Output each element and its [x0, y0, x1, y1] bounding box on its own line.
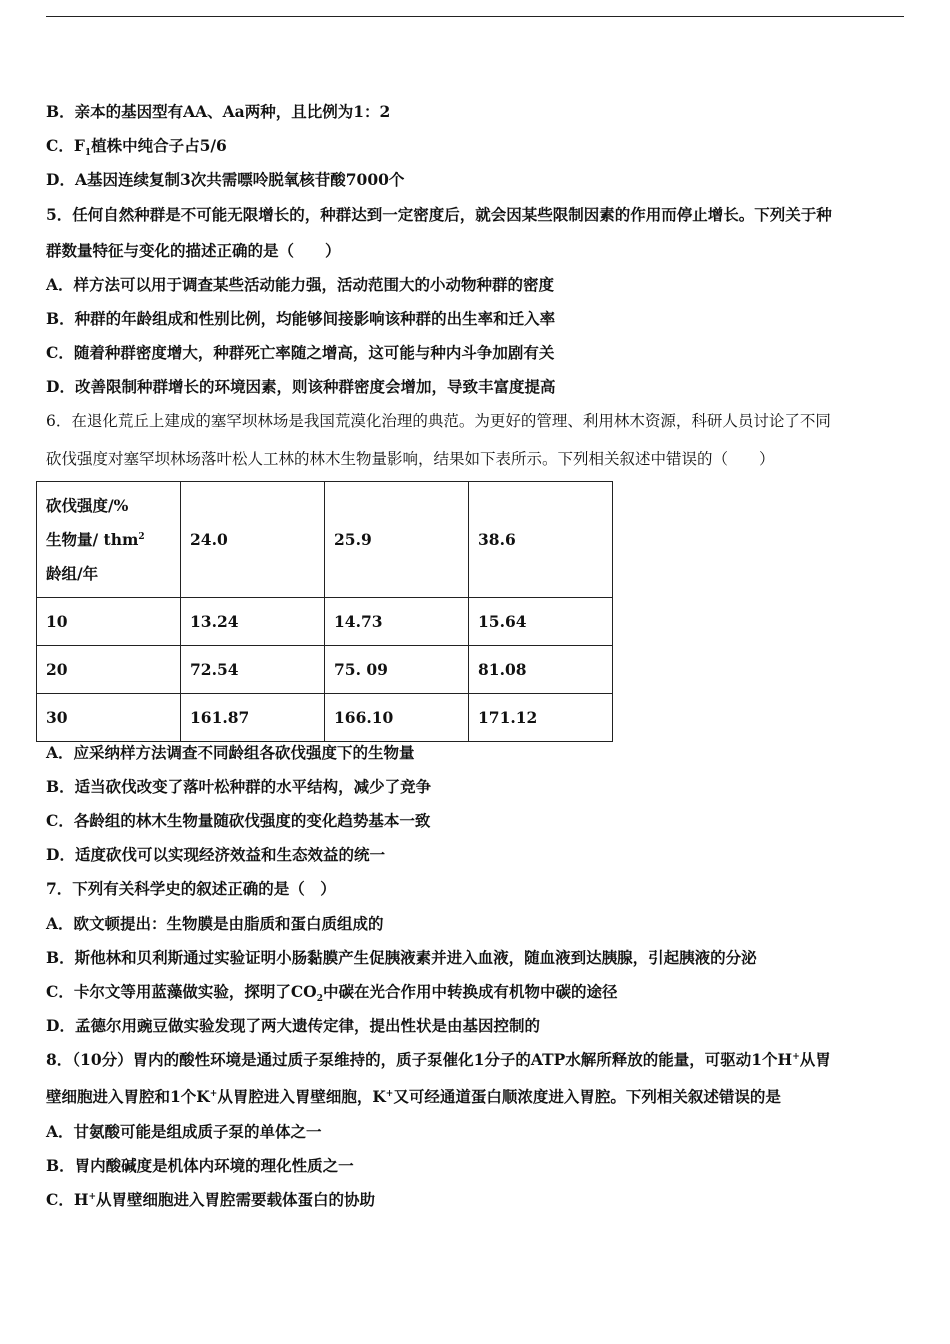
- q4-option-b: B．亲本的基因型有AA、Aa两种，且比例为1：2: [46, 102, 391, 121]
- table-cell: 161.87: [181, 694, 325, 742]
- q5-stem-line2: 群数量特征与变化的描述正确的是（ ）: [46, 241, 341, 260]
- q6-stem-line2: 砍伐强度对塞罕坝林场落叶松人工林的林木生物量影响，结果如下表所示。下列相关叙述中错误的（ ）: [46, 450, 775, 468]
- q6-option-c: C．各龄组的林木生物量随砍伐强度的变化趋势基本一致: [46, 811, 431, 830]
- q6-option-b: B．适当砍伐改变了落叶松种群的水平结构，减少了竞争: [46, 777, 432, 796]
- q7-option-d: D．孟德尔用豌豆做实验发现了两大遗传定律，提出性状是由基因控制的: [46, 1016, 540, 1035]
- table-row: [37, 598, 613, 646]
- q6-option-a: A．应采纳样方法调查不同龄组各砍伐强度下的生物量: [46, 743, 415, 762]
- q8-option-a: A．甘氨酸可能是组成质子泵的单体之一: [46, 1122, 322, 1141]
- table-cell: 13.24: [181, 598, 325, 646]
- table-cell: 166.10: [325, 694, 469, 742]
- table-cell: 72.54: [181, 646, 325, 694]
- q6-stem-line1: 6．在退化荒丘上建成的塞罕坝林场是我国荒漠化治理的典范。为更好的管理、利用林木资源，科研人员讨论了不同: [46, 412, 831, 430]
- q8-option-c: C．H+从胃壁细胞进入胃腔需要载体蛋白的协助: [46, 1190, 376, 1209]
- header-rule: [46, 16, 904, 17]
- table-cell: 20: [37, 646, 181, 694]
- biomass-table: [36, 481, 613, 742]
- q6-option-d: D．适度砍伐可以实现经济效益和生态效益的统一: [46, 845, 385, 864]
- q5-option-c: C．随着种群密度增大，种群死亡率随之增高，这可能与种内斗争加剧有关: [46, 343, 555, 362]
- table-header-label: 砍伐强度/% 生物量/ thm$^2$ 龄组/年: [37, 482, 181, 598]
- table-row: [37, 694, 613, 742]
- table-cell: 171.12: [469, 694, 613, 742]
- q5-stem-line1: 5．任何自然种群是不可能无限增长的，种群达到一定密度后，就会因某些限制因素的作用而停止增长。下列关于种: [46, 205, 832, 224]
- table-cell: 15.64: [469, 598, 613, 646]
- table-cell: 81.08: [469, 646, 613, 694]
- q8-stem-line1: 8．（10分）胃内的酸性环境是通过质子泵维持的，质子泵催化1分子的ATP水解所释放的能量，可驱动1个H+从胃: [46, 1050, 831, 1069]
- q7-stem: 7．下列有关科学史的叙述正确的是（ ）: [46, 879, 336, 898]
- table-header-cell: 24.0: [181, 482, 325, 598]
- q5-option-d: D．改善限制种群增长的环境因素，则该种群密度会增加，导致丰富度提高: [46, 377, 556, 396]
- table-cell: 75. 09: [325, 646, 469, 694]
- q8-option-b: B．胃内酸碱度是机体内环境的理化性质之一: [46, 1156, 354, 1175]
- q8-stem-line2: 壁细胞进入胃腔和1个K+从胃腔进入胃壁细胞，K+又可经通道蛋白顺浓度进入胃腔。下列相关叙述错误的是: [46, 1087, 781, 1106]
- q4-option-d: D．A基因连续复制3次共需嘌呤脱氧核苷酸7000个: [46, 170, 405, 189]
- table-row: [37, 646, 613, 694]
- q5-option-a: A．样方法可以用于调查某些活动能力强，活动范围大的小动物种群的密度: [46, 275, 555, 294]
- table-header-row: [37, 482, 613, 598]
- table-cell: 14.73: [325, 598, 469, 646]
- table-cell: 30: [37, 694, 181, 742]
- table-header-cell: 25.9: [325, 482, 469, 598]
- q7-option-c: C．卡尔文等用蓝藻做实验，探明了$CO_2$中碳在光合作用中转换成有机物中碳的途径: [46, 982, 618, 1005]
- q7-option-a: A．欧文顿提出：生物膜是由脂质和蛋白质组成的: [46, 914, 384, 933]
- q4-option-c: C．$F_1$植株中纯合子占5/6: [46, 136, 227, 159]
- table-cell: 10: [37, 598, 181, 646]
- table-header-cell: 38.6: [469, 482, 613, 598]
- q5-option-b: B．种群的年龄组成和性别比例，均能够间接影响该种群的出生率和迁入率: [46, 309, 556, 328]
- q7-option-b: B．斯他林和贝利斯通过实验证明小肠黏膜产生促胰液素并进入血液，随血液到达胰腺，引起胰液的分泌: [46, 948, 757, 967]
